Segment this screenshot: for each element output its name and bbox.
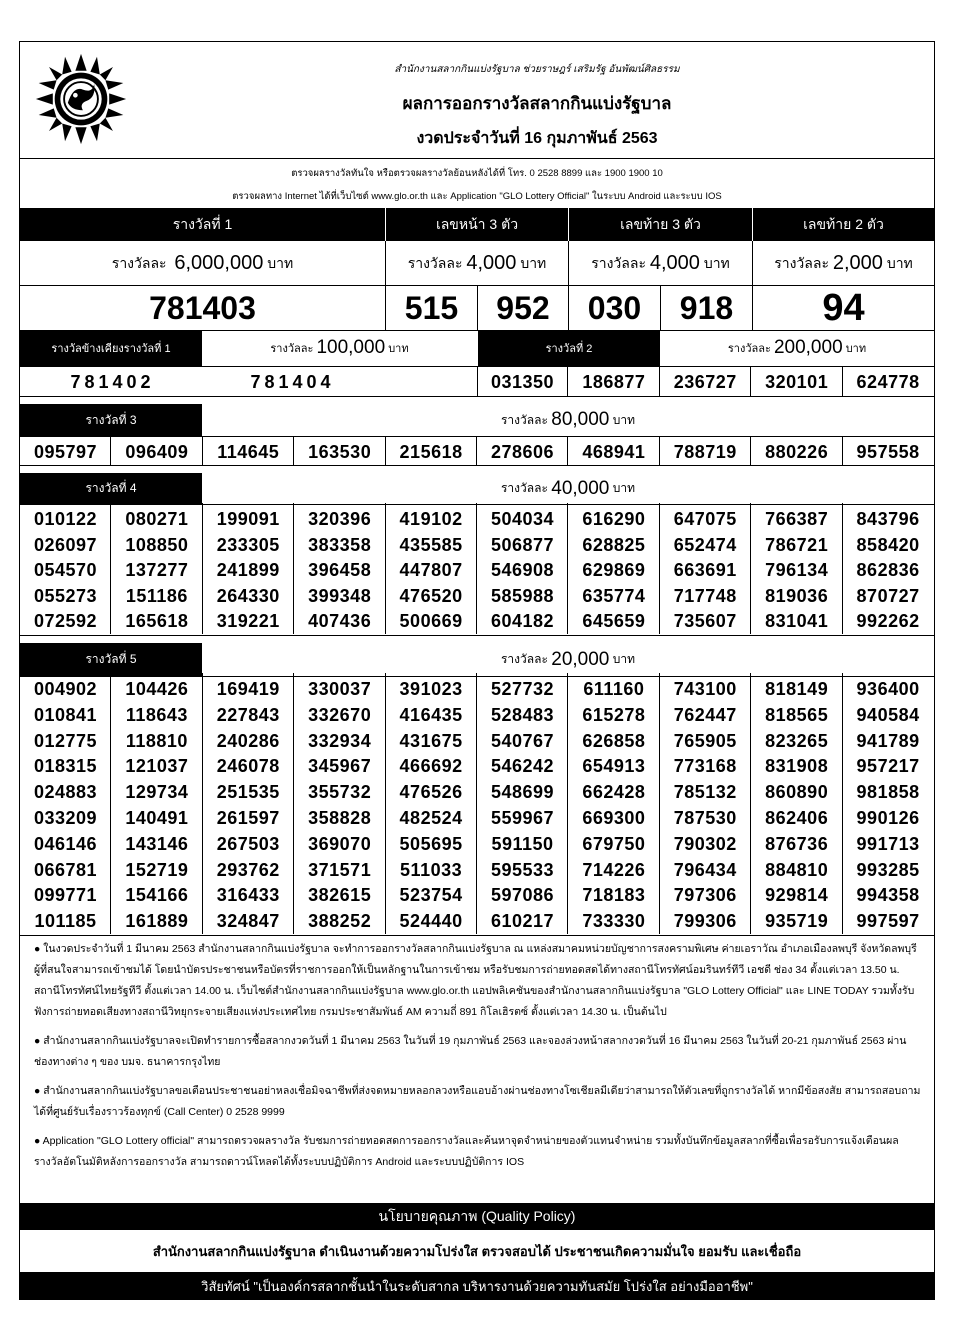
first-prize-amount: รางวัลละ 6,000,000 บาท xyxy=(111,252,294,274)
fourth-prize-number: 010122 xyxy=(33,509,98,529)
fourth-prize-number: 108850 xyxy=(125,534,189,555)
second-prize-number: 624778 xyxy=(856,372,920,392)
fifth-prize-number: 066781 xyxy=(33,859,98,880)
fifth-prize-number: 981858 xyxy=(856,782,920,803)
fifth-prize-number: 482524 xyxy=(399,808,463,828)
fifth-prize-number: 523754 xyxy=(399,885,463,906)
fifth-prize-number: 267503 xyxy=(216,833,280,854)
fifth-prize-number: 129734 xyxy=(125,782,189,803)
front3-number-1: 515 xyxy=(404,289,459,326)
fourth-prize-number: 717748 xyxy=(673,585,737,606)
fifth-prize-number: 010841 xyxy=(33,704,98,725)
fourth-prize-number: 407436 xyxy=(308,611,372,632)
fifth-prize-number: 654913 xyxy=(582,756,646,777)
second-prize-number: 031350 xyxy=(490,372,555,392)
quality-policy-title: นโยบายคุณภาพ (Quality Policy) xyxy=(20,1203,934,1230)
fifth-prize-number: 528483 xyxy=(490,704,555,725)
fifth-prize-number: 524440 xyxy=(399,911,463,932)
glo-emblem-icon xyxy=(34,52,128,146)
page-title: ผลการออกรางวัลสลากกินแบ่งรัฐบาล xyxy=(402,94,672,113)
fifth-prize-number: 431675 xyxy=(399,730,463,751)
fourth-prize-number: 645659 xyxy=(582,611,646,632)
fourth-prize-number: 383358 xyxy=(308,534,372,555)
fifth-prize-number: 505695 xyxy=(399,833,463,854)
third-prize-number: 096409 xyxy=(125,442,189,462)
fifth-prize-number: 540767 xyxy=(490,730,555,751)
fifth-prize-title: รางวัลที่ 5 xyxy=(20,643,202,676)
fourth-prize-number: 506877 xyxy=(490,534,555,555)
fifth-prize-number: 240286 xyxy=(216,730,280,751)
third-prize-title: รางวัลที่ 3 xyxy=(20,404,202,436)
fourth-prize-number: 165618 xyxy=(125,611,189,632)
fifth-prize-number: 018315 xyxy=(33,756,98,777)
fourth-prize-number: 241899 xyxy=(216,560,280,581)
front3-title: เลขหน้า 3 ตัว xyxy=(386,208,568,241)
last2-title: เลขท้าย 2 ตัว xyxy=(753,208,934,241)
fifth-prize-number: 511033 xyxy=(400,859,463,880)
front3-amount: รางวัลละ 4,000 บาท xyxy=(407,252,547,274)
third-prize-number: 163530 xyxy=(308,442,372,462)
first-prize-number: 781403 xyxy=(149,289,256,326)
fifth-prize-number: 787530 xyxy=(673,808,737,828)
fourth-prize-number: 831041 xyxy=(765,611,829,632)
fifth-prize-number: 615278 xyxy=(582,704,646,725)
note-application: ● Application "GLO Lottery official" สามารถตรวจผลรางวัล รับชมการถ่ายทอดสดการออกรางวัลและค้นหาจุดจำหน่ายของตัวแทนจำหน่าย รวมทั้งบันทึกข้อมูลสลากที่ซื้อเพื่อรอรับการแจ้งเตือนผลรางวัลอัตโนมัติหลังการออกรางวัล สามารถดาวน์โหลดได้ทั้งระบบปฏิบัติการ Android และระบบปฏิบัติการ IOS xyxy=(34,1135,899,1168)
fifth-prize-number: 246078 xyxy=(216,756,280,777)
third-prize-number: 215618 xyxy=(399,442,463,462)
contact-phone-line: ตรวจผลรางวัลทันใจ หรือตรวจผลรางวัลย้อนหลังได้ที่ โทร. 0 2528 8899 และ 1900 1900 10 xyxy=(291,168,663,179)
fourth-prize-number: 843796 xyxy=(856,509,920,529)
fifth-prize-number: 610217 xyxy=(490,911,555,932)
fifth-prize-number: 332934 xyxy=(308,730,372,751)
fifth-prize-number: 591150 xyxy=(491,833,554,854)
fifth-prize-number: 261597 xyxy=(216,808,280,828)
third-prize-number: 114645 xyxy=(217,442,280,462)
fifth-prize-number: 355732 xyxy=(308,782,372,803)
note-draw-location: ● ในงวดประจำวันที่ 1 มีนาคม 2563 สำนักงานสลากกินแบ่งรัฐบาล จะทำการออกรางวัลสลากกินแบ่งรัฐบาล ณ แหล่งสมาคมหน่วยบัญชาการสงครามพิเศษ ค่ายเอราวัณ อำเภอเมืองลพบุรี จังหวัดลพบุรี ผู้ที่สนใจสามารถเข้าชมได้ โดยนำบัตรประชาชนหรือบัตรที่ราชการออกให้เป็นหลักฐานในการเข้าชม หรือรับชมการถ่ายทอดสดได้ทางสถานีโทรทัศน์อมรินทร์ทีวี เอชดี ช่อง 34 ตั้งแต่เวลา 13.50 น. สถานีโทรทัศน์ไทยรัฐทีวี ตั้งแต่เวลา 14.00 น. เว็บไซต์สำนักงานสลากกินแบ่งรัฐบาล www.glo.or.th แอปพลิเคชันของสำนักงานสลากกินแบ่งรัฐบาล "GLO Lottery Official" และ LINE TODAY รวมทั้งรับฟังการถ่ายทอดเสียงทางสถานีวิทยุกระจายเสียงแห่งประเทศไทย กรมประชาสัมพันธ์ AM ความถี่ 891 กิโลเฮิรตซ์ ตั้งแต่เวลา 14.30 น. เป็นต้นไป xyxy=(34,943,917,1018)
fourth-prize-number: 504034 xyxy=(490,509,555,529)
header xyxy=(20,42,934,159)
fifth-prize-number: 862406 xyxy=(765,808,829,828)
fifth-prize-number: 382615 xyxy=(308,885,372,906)
front3-number-2: 952 xyxy=(496,289,550,326)
third-prize-number: 278606 xyxy=(490,442,555,462)
fifth-prize-number: 358828 xyxy=(308,808,372,828)
fifth-prize-number: 785132 xyxy=(673,782,737,803)
fifth-prize-number: 935719 xyxy=(765,911,829,932)
near-first-amount: รางวัลละ 100,000 บาท xyxy=(270,337,409,358)
fifth-prize-number: 046146 xyxy=(33,833,98,854)
fifth-prize-number: 140491 xyxy=(125,808,189,828)
fifth-prize-number: 796434 xyxy=(673,859,737,880)
third-prize-number: 957558 xyxy=(856,442,920,462)
fifth-prize-number: 940584 xyxy=(856,704,920,725)
fifth-prize-number: 024883 xyxy=(33,782,98,803)
third-prize-number: 095797 xyxy=(33,442,98,462)
fourth-prize-number: 396458 xyxy=(308,560,372,581)
fifth-prize-number: 662428 xyxy=(582,782,646,803)
fifth-prize-number: 345967 xyxy=(308,756,372,777)
note-fraud-warning: ● สำนักงานสลากกินแบ่งรัฐบาลขอเตือนประชาชนอย่าหลงเชื่อมิจฉาชีพที่ส่งจดหมายหลอกลวงหรือแอบอ้างผ่านช่องทางโซเชียลมีเดียว่าสามารถให้ตัวเลขที่ถูกรางวัลได้ หากมีข้อสงสัย สามารถสอบถามได้ที่ศูนย์รับเรื่องราวร้องทุกข์ (Call Center) 0 2528 9999 xyxy=(34,1085,921,1118)
fifth-prize-number: 527732 xyxy=(490,679,555,699)
fourth-prize-title: รางวัลที่ 4 xyxy=(20,473,202,504)
fifth-prize-number: 388252 xyxy=(308,911,372,932)
fifth-prize-number: 476526 xyxy=(399,782,463,803)
fifth-prize-number: 121037 xyxy=(125,756,189,777)
fifth-prize-number: 466692 xyxy=(399,756,463,777)
fifth-prize-number: 324847 xyxy=(216,911,280,932)
fifth-prize-number: 251535 xyxy=(216,782,280,803)
fourth-prize-number: 796134 xyxy=(765,560,829,581)
fourth-prize-number: 199091 xyxy=(216,509,280,529)
fourth-prize-number: 233305 xyxy=(216,534,280,555)
fourth-prize-number: 858420 xyxy=(856,534,920,555)
fifth-prize-number: 941789 xyxy=(856,730,920,751)
announcement-notes xyxy=(34,939,924,1181)
fifth-prize-number: 099771 xyxy=(33,885,98,906)
fifth-prize-number: 546242 xyxy=(490,756,555,777)
fifth-prize-number: 118810 xyxy=(125,730,188,751)
fourth-prize-amount: รางวัลละ 40,000 บาท xyxy=(500,477,635,499)
fifth-prize-number: 293762 xyxy=(216,859,280,880)
fifth-prize-amount: รางวัลละ 20,000 บาท xyxy=(500,648,635,670)
fifth-prize-number: 104426 xyxy=(125,679,189,699)
fifth-prize-number: 012775 xyxy=(33,730,98,751)
fifth-prize-number: 369070 xyxy=(308,833,372,854)
note-ticket-sales: ● สำนักงานสลากกินแบ่งรัฐบาลจะเปิดทำรายการซื้อสลากงวดวันที่ 1 มีนาคม 2563 ในวันที่ 19 กุมภาพันธ์ 2563 และจองล่วงหน้าสลากงวดวันที่ 16 มีนาคม 2563 ในวันที่ 20-21 กุมภาพันธ์ 2563 ผ่านช่องทางต่าง ๆ ของ บมจ. ธนาคารกรุงไทย xyxy=(34,1035,907,1068)
fourth-prize-number: 264330 xyxy=(216,585,280,606)
third-prize-number: 788719 xyxy=(673,442,737,462)
vision-statement: วิสัยทัศน์ "เป็นองค์กรสลากชั้นนำในระดับสากล บริหารงานด้วยความทันสมัย โปร่งใส อย่างมืออาชีพ" xyxy=(20,1272,934,1300)
fifth-prize-number: 559967 xyxy=(490,808,555,828)
fifth-prize-number: 957217 xyxy=(856,756,920,777)
fifth-prize-number: 733330 xyxy=(582,911,646,932)
fourth-prize-number: 319221 xyxy=(216,611,280,632)
fifth-prize-number: 611160 xyxy=(583,679,645,699)
fifth-prize-number: 799306 xyxy=(673,911,737,932)
third-prize-number: 880226 xyxy=(765,442,829,462)
fourth-prize-number: 399348 xyxy=(308,585,372,606)
fifth-prize-number: 154166 xyxy=(125,885,189,906)
fifth-prize-number: 391023 xyxy=(399,679,463,699)
fifth-prize-number: 929814 xyxy=(765,885,829,906)
fifth-prize-number: 161889 xyxy=(125,911,189,932)
fifth-prize-number: 997597 xyxy=(856,911,920,932)
fifth-prize-number: 818149 xyxy=(765,679,829,699)
contact-info xyxy=(20,159,934,208)
third-prize-amount: รางวัลละ 80,000 บาท xyxy=(500,409,635,430)
fifth-prize-number: 790302 xyxy=(673,833,737,854)
lottery-result-sheet xyxy=(19,41,935,1300)
fourth-prize-number: 151186 xyxy=(125,585,188,606)
fifth-prize-number: 033209 xyxy=(33,808,98,828)
fourth-prize-number: 616290 xyxy=(582,509,646,529)
fifth-prize-number: 762447 xyxy=(673,704,737,725)
quality-policy-text: สำนักงานสลากกินแบ่งรัฐบาล ดำเนินงานด้วยความโปร่งใส ตรวจสอบได้ ประชาชนเกิดความมั่นใจ ยอมรับ และเชื่อถือ xyxy=(152,1243,802,1259)
draw-date: งวดประจำวันที่ 16 กุมภาพันธ์ 2563 xyxy=(416,130,658,147)
second-prize-number: 320101 xyxy=(765,372,829,392)
second-prize-title: รางวัลที่ 2 xyxy=(478,330,660,366)
fifth-prize-number: 316433 xyxy=(216,885,280,906)
fifth-prize-number: 669300 xyxy=(582,808,646,828)
org-motto: สำนักงานสลากกินแบ่งรัฐบาล ช่วยราษฎร์ เสริมรัฐ อันพัฒน์ศิลธรรม xyxy=(394,64,680,75)
fourth-prize-number: 054570 xyxy=(33,560,98,581)
first-prize-title: รางวัลที่ 1 xyxy=(20,208,385,241)
fifth-prize-number: 993285 xyxy=(856,859,920,880)
fourth-prize-number: 819036 xyxy=(765,585,829,606)
fifth-prize-number: 330037 xyxy=(308,679,372,699)
fourth-prize-number: 992262 xyxy=(856,611,920,632)
fourth-prize-number: 072592 xyxy=(33,611,98,632)
fourth-prize-number: 546908 xyxy=(490,560,555,581)
fifth-prize-number: 714226 xyxy=(582,859,646,880)
fifth-prize-number: 990126 xyxy=(856,808,920,828)
second-prize-number: 236727 xyxy=(673,372,737,392)
fifth-prize-number: 994358 xyxy=(856,885,920,906)
fifth-prize-number: 004902 xyxy=(33,679,98,699)
fourth-prize-number: 137277 xyxy=(125,560,189,581)
fifth-prize-number: 884810 xyxy=(765,859,829,880)
second-prize-amount: รางวัลละ 200,000 บาท xyxy=(727,337,867,358)
fourth-prize-number: 500669 xyxy=(399,611,463,632)
fourth-prize-number: 862836 xyxy=(856,560,920,581)
fifth-prize-number: 152719 xyxy=(125,859,189,880)
fifth-prize-number: 118643 xyxy=(125,704,188,725)
fourth-prize-number: 026097 xyxy=(33,534,98,555)
last3-title: เลขท้าย 3 ตัว xyxy=(569,208,752,241)
fourth-prize-number: 629869 xyxy=(582,560,646,581)
fifth-prize-number: 227843 xyxy=(216,704,280,725)
fourth-prize-number: 435585 xyxy=(399,534,463,555)
fourth-prize-number: 585988 xyxy=(490,585,555,606)
fourth-prize-number: 652474 xyxy=(673,534,737,555)
fifth-prize-number: 718183 xyxy=(582,885,646,906)
fifth-prize-number: 371571 xyxy=(308,859,372,880)
near-first-title: รางวัลข้างเคียงรางวัลที่ 1 xyxy=(20,330,202,366)
fourth-prize-number: 735607 xyxy=(673,611,737,632)
fifth-prize-number: 416435 xyxy=(399,704,463,725)
last3-number-2: 918 xyxy=(679,289,734,326)
fifth-prize-number: 991713 xyxy=(856,833,920,854)
fourth-prize-number: 604182 xyxy=(490,611,555,632)
fourth-prize-number: 419102 xyxy=(399,509,463,529)
fifth-prize-number: 823265 xyxy=(765,730,829,751)
fifth-prize-number: 595533 xyxy=(490,859,555,880)
last2-number: 94 xyxy=(822,286,865,329)
fifth-prize-number: 818565 xyxy=(765,704,829,725)
fourth-prize-number: 476520 xyxy=(399,585,463,606)
fourth-prize-number: 635774 xyxy=(582,585,646,606)
fourth-prize-number: 786721 xyxy=(765,534,829,555)
fourth-prize-number: 628825 xyxy=(582,534,646,555)
fifth-prize-number: 679750 xyxy=(582,833,646,854)
fifth-prize-number: 626858 xyxy=(582,730,646,751)
fifth-prize-number: 876736 xyxy=(765,833,829,854)
last3-number-1: 030 xyxy=(587,289,642,326)
near-first-numbers: 781402 781404 xyxy=(70,372,335,392)
last3-amount: รางวัลละ 4,000 บาท xyxy=(591,252,730,274)
fifth-prize-number: 169419 xyxy=(216,679,280,699)
fifth-prize-number: 332670 xyxy=(308,704,372,725)
third-prize-number: 468941 xyxy=(582,442,646,462)
fourth-prize-number: 320396 xyxy=(308,509,372,529)
fourth-prize-number: 447807 xyxy=(399,560,463,581)
fourth-prize-number: 080271 xyxy=(125,509,189,529)
fifth-prize-number: 773168 xyxy=(673,756,737,777)
fourth-prize-number: 766387 xyxy=(765,509,829,529)
fourth-prize-number: 870727 xyxy=(856,585,920,606)
fifth-prize-number: 548699 xyxy=(490,782,555,803)
fifth-prize-number: 765905 xyxy=(673,730,737,751)
fourth-prize-number: 055273 xyxy=(33,585,98,606)
fourth-prize-number: 663691 xyxy=(673,560,737,581)
fifth-prize-number: 101185 xyxy=(34,911,97,932)
fifth-prize-number: 597086 xyxy=(490,885,555,906)
fifth-prize-number: 936400 xyxy=(856,679,920,699)
fifth-prize-number: 831908 xyxy=(765,756,829,777)
contact-web-line: ตรวจผลทาง Internet ได้ที่เว็บไซต์ www.glo.or.th และ Application "GLO Lottery Official" ในระบบ Android และระบบ IOS xyxy=(232,191,722,202)
fifth-prize-number: 143146 xyxy=(125,833,189,854)
fifth-prize-number: 797306 xyxy=(673,885,737,906)
fifth-prize-number: 743100 xyxy=(673,679,737,699)
fourth-prize-number: 647075 xyxy=(673,509,737,529)
last2-amount: รางวัลละ 2,000 บาท xyxy=(774,252,913,274)
second-prize-number: 186877 xyxy=(582,372,646,392)
fifth-prize-number: 860890 xyxy=(765,782,829,803)
